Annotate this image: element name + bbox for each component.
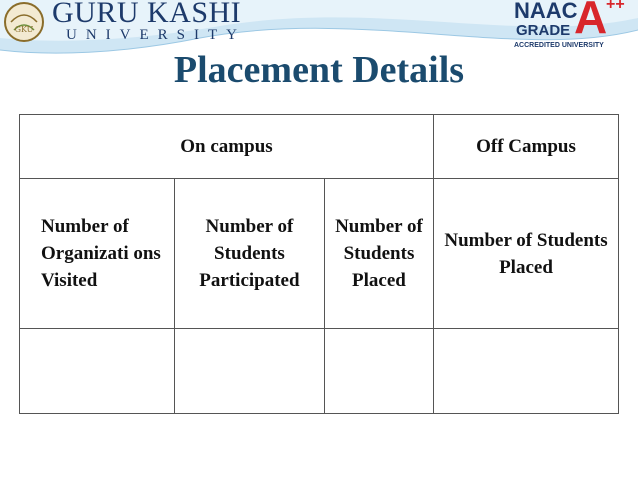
table-column-header-row: [20, 179, 619, 329]
accreditation-label: ACCREDITED UNIVERSITY: [514, 42, 604, 49]
university-subtitle: UNIVERSITY: [66, 27, 246, 43]
university-logo: [2, 0, 46, 44]
table-cell: [174, 329, 324, 414]
column-header-students-placed-off-campus: Number of Students Placed: [433, 179, 618, 329]
off-campus-header: Off Campus: [433, 115, 618, 179]
column-header-students-participated: Number of Students Participated: [174, 179, 324, 329]
grade-value: A: [574, 0, 608, 43]
column-header-students-placed-on-campus: Number of Students Placed: [324, 179, 433, 329]
table-cell: [20, 329, 175, 414]
logo-text: GKU: [14, 25, 34, 34]
university-name: GURU KASHI: [52, 0, 242, 29]
page-title: Placement Details: [173, 49, 465, 91]
placement-table: [19, 114, 619, 414]
grade-label: GRADE: [516, 22, 571, 39]
column-header-organizations-visited: Number of Organizati ons Visited: [20, 179, 175, 329]
naac-label: NAAC: [514, 0, 578, 23]
table-cell: [324, 329, 433, 414]
table-cell: [433, 329, 618, 414]
grade-plus: ++: [606, 0, 625, 13]
on-campus-header: On campus: [20, 115, 434, 179]
table-row: [20, 329, 619, 414]
table-group-header-row: [20, 115, 619, 179]
